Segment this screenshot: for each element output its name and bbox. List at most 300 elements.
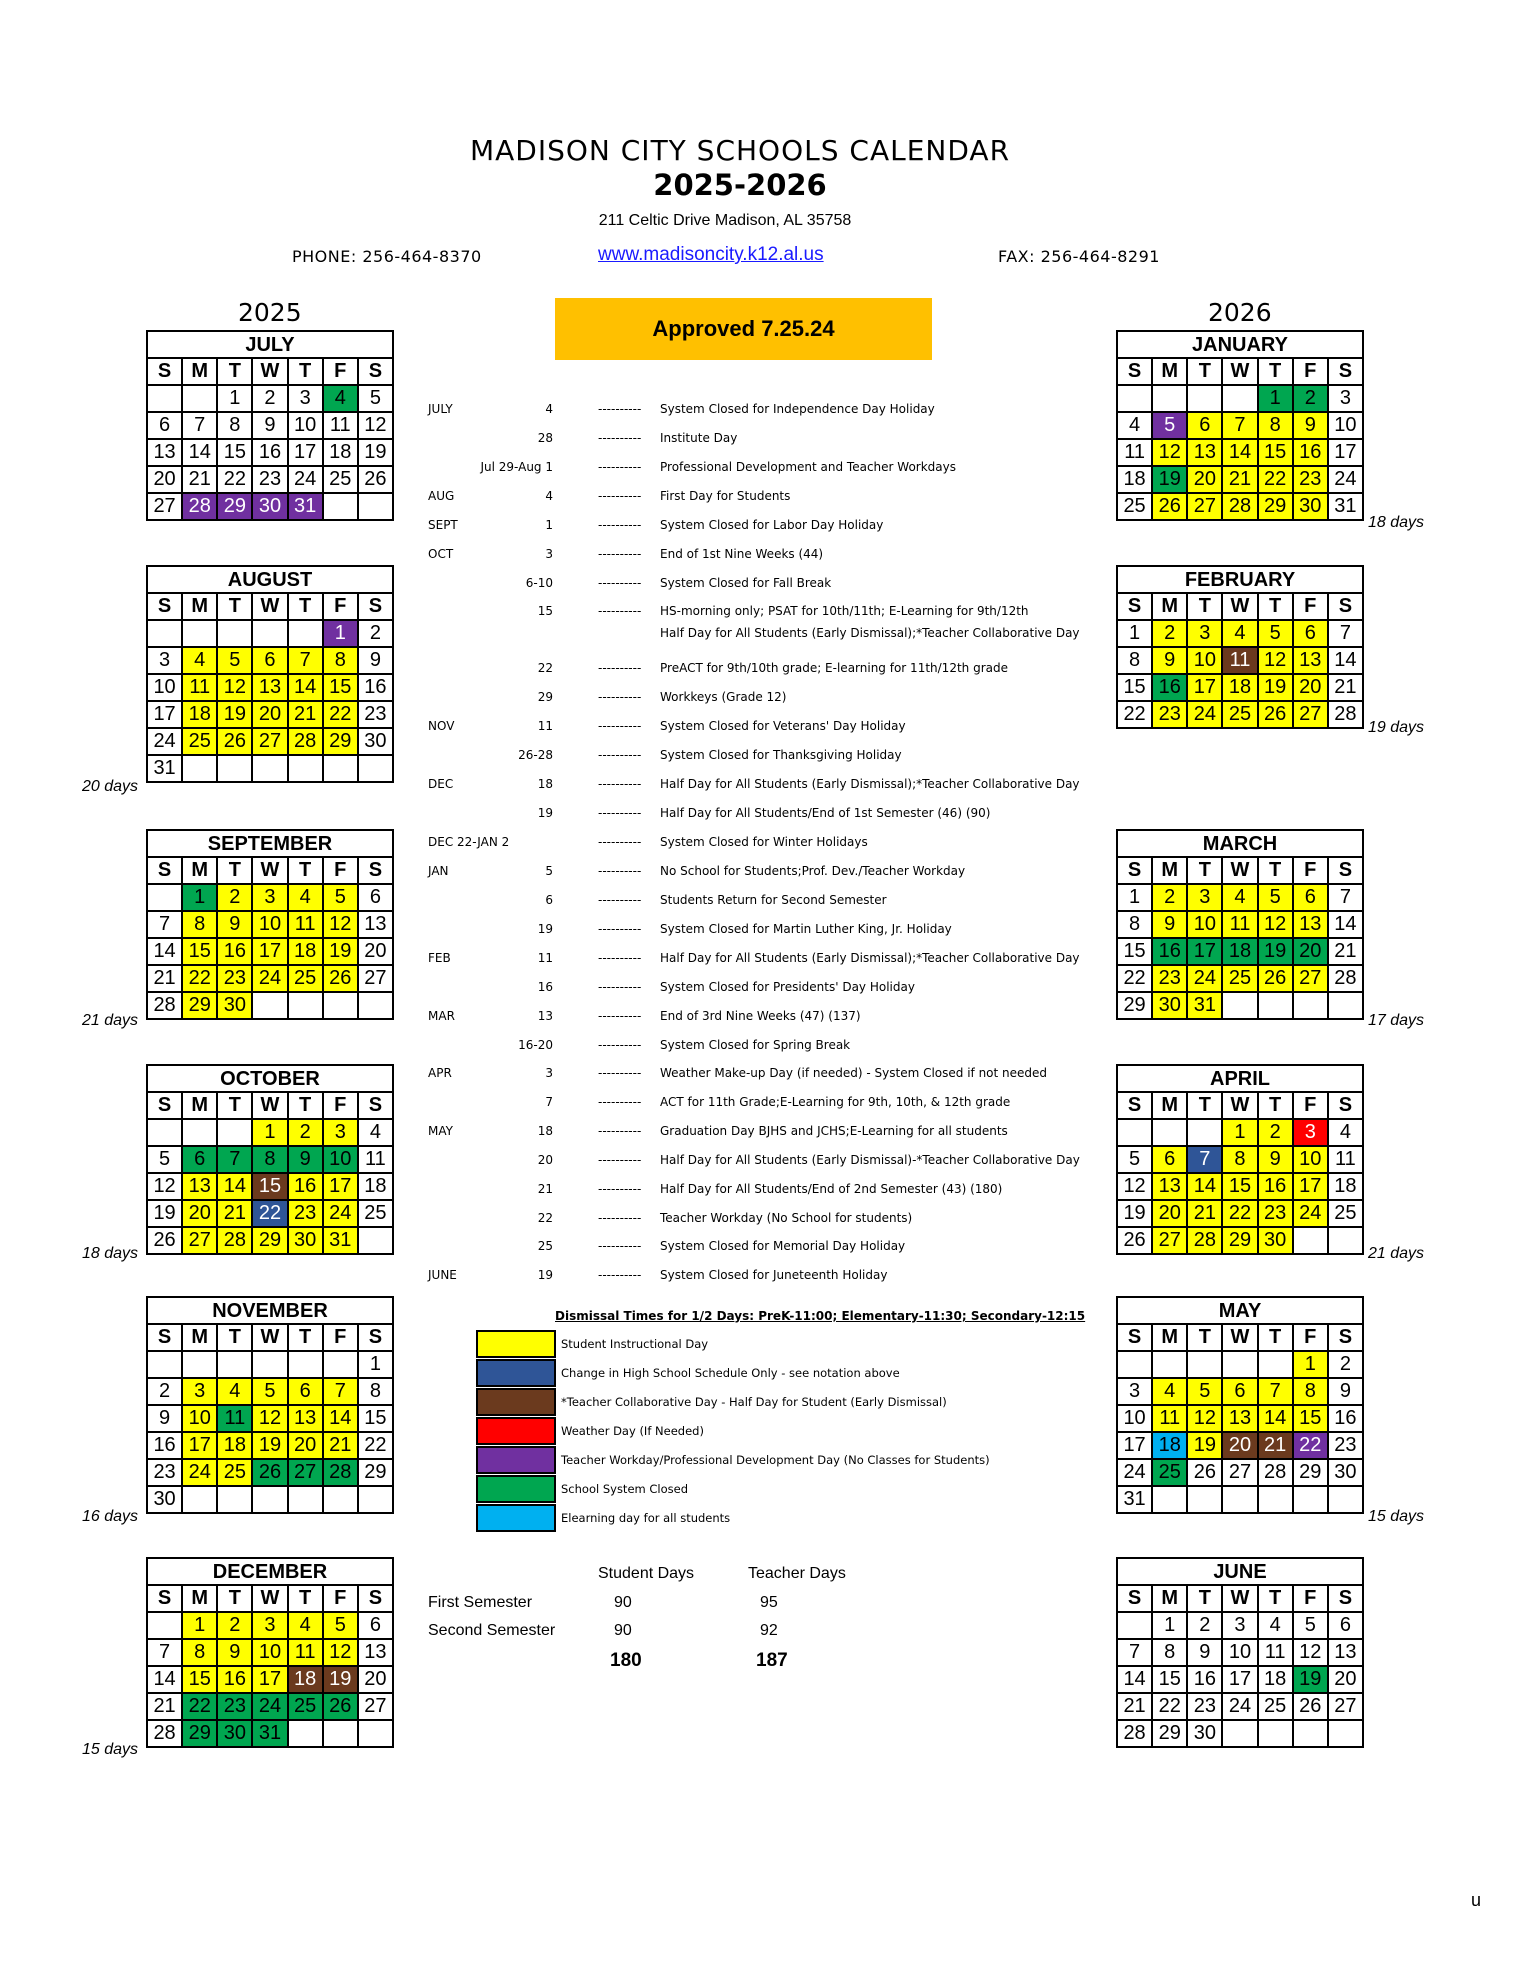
weekday-header: T xyxy=(217,1585,252,1612)
day-cell: 7 xyxy=(217,1146,252,1173)
day-cell: 1 xyxy=(323,620,358,647)
day-cell: 3 xyxy=(1117,1378,1152,1405)
day-cell: 16 xyxy=(252,439,287,466)
total-student-days: 180 xyxy=(610,1650,642,1671)
week-row xyxy=(147,466,393,493)
day-cell: 22 xyxy=(358,1432,393,1459)
day-cell: 1 xyxy=(1152,1612,1187,1639)
day-cell: 12 xyxy=(1258,647,1293,674)
week-row xyxy=(147,1146,393,1173)
day-cell: 17 xyxy=(1187,674,1222,701)
day-cell xyxy=(1187,385,1222,412)
week-row xyxy=(1117,1666,1363,1693)
week-row xyxy=(147,728,393,755)
day-cell: 12 xyxy=(323,911,358,938)
month-name: OCTOBER xyxy=(146,1064,394,1091)
week-row xyxy=(1117,1612,1363,1639)
day-cell: 17 xyxy=(1328,439,1363,466)
day-cell: 20 xyxy=(1222,1432,1257,1459)
days-count-november: 16 days xyxy=(82,1508,139,1525)
day-cell: 2 xyxy=(1293,385,1328,412)
day-cell xyxy=(323,992,358,1019)
weekday-header: T xyxy=(1187,1092,1222,1119)
day-cell xyxy=(1293,1486,1328,1513)
days-count-december: 15 days xyxy=(82,1741,139,1758)
day-cell: 2 xyxy=(147,1378,182,1405)
day-cell: 30 xyxy=(1328,1459,1363,1486)
month-calendar-may xyxy=(1116,1296,1364,1514)
day-cell: 29 xyxy=(1117,992,1152,1019)
day-cell: 3 xyxy=(1187,884,1222,911)
day-cell: 8 xyxy=(1117,911,1152,938)
legend-swatch xyxy=(476,1475,556,1503)
day-cell: 3 xyxy=(147,647,182,674)
day-cell: 24 xyxy=(1328,466,1363,493)
day-cell: 16 xyxy=(1258,1173,1293,1200)
day-cell: 11 xyxy=(288,1639,323,1666)
day-cell: 9 xyxy=(147,1405,182,1432)
day-cell: 9 xyxy=(1152,647,1187,674)
day-cell xyxy=(252,1351,287,1378)
week-row xyxy=(1117,385,1363,412)
event-dash: ---------- xyxy=(598,864,642,878)
day-cell: 3 xyxy=(288,385,323,412)
day-cell: 5 xyxy=(217,647,252,674)
event-description: Professional Development and Teacher Workdays xyxy=(660,460,956,474)
day-cell: 30 xyxy=(288,1227,323,1254)
week-row xyxy=(1117,1378,1363,1405)
legend-label: Change in High School Schedule Only - see notation above xyxy=(561,1366,900,1380)
day-cell: 19 xyxy=(217,701,252,728)
event-date: 3 xyxy=(545,547,553,561)
day-cell xyxy=(323,1720,358,1747)
day-cell: 14 xyxy=(147,1666,182,1693)
day-cell: 13 xyxy=(147,439,182,466)
day-cell: 13 xyxy=(1328,1639,1363,1666)
day-cell: 6 xyxy=(288,1378,323,1405)
day-cell: 8 xyxy=(358,1378,393,1405)
month-name: MARCH xyxy=(1116,829,1364,856)
day-cell: 7 xyxy=(1117,1639,1152,1666)
month-calendar-february xyxy=(1116,565,1364,729)
day-cell: 15 xyxy=(1152,1666,1187,1693)
event-dash: ---------- xyxy=(598,1268,642,1282)
month-grid xyxy=(1116,592,1364,729)
day-cell: 16 xyxy=(1187,1666,1222,1693)
day-cell: 25 xyxy=(1328,1200,1363,1227)
weekday-header: W xyxy=(252,857,287,884)
day-cell: 19 xyxy=(1258,674,1293,701)
day-cell: 6 xyxy=(1187,412,1222,439)
day-cell: 5 xyxy=(252,1378,287,1405)
week-row xyxy=(1117,1459,1363,1486)
day-cell: 15 xyxy=(1222,1173,1257,1200)
event-dash: ---------- xyxy=(598,690,642,704)
day-cell: 4 xyxy=(323,385,358,412)
day-cell: 13 xyxy=(1152,1173,1187,1200)
event-dash: ---------- xyxy=(598,518,642,532)
day-cell: 15 xyxy=(182,938,217,965)
day-cell xyxy=(288,1351,323,1378)
week-row xyxy=(147,965,393,992)
day-cell xyxy=(182,385,217,412)
day-cell xyxy=(182,1351,217,1378)
day-cell: 6 xyxy=(147,412,182,439)
day-cell: 13 xyxy=(358,911,393,938)
day-cell: 19 xyxy=(323,938,358,965)
legend-swatch xyxy=(476,1504,556,1532)
day-cell: 4 xyxy=(1152,1378,1187,1405)
event-dash: ---------- xyxy=(598,893,642,907)
day-cell: 18 xyxy=(1152,1432,1187,1459)
weekday-header: T xyxy=(217,593,252,620)
day-cell: 21 xyxy=(217,1200,252,1227)
day-cell: 11 xyxy=(182,674,217,701)
day-cell: 7 xyxy=(1328,884,1363,911)
event-dash: ---------- xyxy=(598,460,642,474)
day-cell: 30 xyxy=(358,728,393,755)
day-cell: 18 xyxy=(1117,466,1152,493)
day-cell: 24 xyxy=(1117,1459,1152,1486)
phone: PHONE: 256-464-8370 xyxy=(292,247,482,266)
day-cell: 12 xyxy=(217,674,252,701)
day-cell: 27 xyxy=(1152,1227,1187,1254)
event-description: System Closed for Veterans' Day Holiday xyxy=(660,719,906,733)
day-cell: 12 xyxy=(1117,1173,1152,1200)
day-cell: 23 xyxy=(1293,466,1328,493)
month-name: APRIL xyxy=(1116,1064,1364,1091)
weekday-header: S xyxy=(147,1324,182,1351)
weekday-header: T xyxy=(217,1324,252,1351)
event-dash: ---------- xyxy=(598,1211,642,1225)
first-semester-label: First Semester xyxy=(428,1594,533,1611)
day-cell: 9 xyxy=(1187,1639,1222,1666)
event-date: 15 xyxy=(537,604,553,618)
event-dash: ---------- xyxy=(598,806,642,820)
week-row xyxy=(1117,466,1363,493)
day-cell: 3 xyxy=(1293,1119,1328,1146)
day-cell: 4 xyxy=(288,884,323,911)
event-dash: ---------- xyxy=(598,1095,642,1109)
approved-banner: Approved 7.25.24 xyxy=(555,298,932,360)
day-cell: 26 xyxy=(1258,701,1293,728)
day-cell: 1 xyxy=(217,385,252,412)
day-cell xyxy=(252,1486,287,1513)
week-row xyxy=(147,647,393,674)
day-cell: 18 xyxy=(217,1432,252,1459)
day-cell: 21 xyxy=(1328,674,1363,701)
day-cell: 22 xyxy=(252,1200,287,1227)
day-cell: 5 xyxy=(1117,1146,1152,1173)
day-cell: 5 xyxy=(1258,884,1293,911)
weekday-header: T xyxy=(288,1324,323,1351)
day-cell: 10 xyxy=(323,1146,358,1173)
legend-swatch xyxy=(476,1330,556,1358)
day-cell: 30 xyxy=(1293,493,1328,520)
day-cell: 4 xyxy=(1222,884,1257,911)
day-cell: 18 xyxy=(1328,1173,1363,1200)
day-cell xyxy=(1222,1720,1257,1747)
day-cell: 9 xyxy=(217,911,252,938)
weekday-header: T xyxy=(1258,1585,1293,1612)
event-date: 4 xyxy=(545,489,553,503)
week-row xyxy=(147,1612,393,1639)
day-cell: 26 xyxy=(1117,1227,1152,1254)
weekday-header: T xyxy=(1258,857,1293,884)
day-cell: 2 xyxy=(1152,620,1187,647)
event-date: 4 xyxy=(545,402,553,416)
event-month: OCT xyxy=(428,547,454,561)
day-cell xyxy=(182,755,217,782)
day-cell: 18 xyxy=(288,938,323,965)
day-cell: 16 xyxy=(147,1432,182,1459)
weekday-header: F xyxy=(323,358,358,385)
event-dash: ---------- xyxy=(598,951,642,965)
weekday-header: S xyxy=(358,1324,393,1351)
event-dash: ---------- xyxy=(598,1066,642,1080)
day-cell: 20 xyxy=(1293,938,1328,965)
day-cell: 11 xyxy=(323,412,358,439)
weekday-header: T xyxy=(1187,1585,1222,1612)
day-cell: 18 xyxy=(323,439,358,466)
teacher-days-header: Teacher Days xyxy=(748,1565,846,1582)
day-cell: 3 xyxy=(1328,385,1363,412)
event-date: 22 xyxy=(537,1211,553,1225)
day-cell: 20 xyxy=(182,1200,217,1227)
calendar-years: 2025-2026 xyxy=(653,168,827,202)
day-cell: 16 xyxy=(217,1666,252,1693)
day-cell: 10 xyxy=(1117,1405,1152,1432)
event-month: DEC 22-JAN 2 xyxy=(428,835,510,849)
day-cell xyxy=(1117,1119,1152,1146)
day-cell: 19 xyxy=(1152,466,1187,493)
day-cell xyxy=(288,992,323,1019)
event-date: 11 xyxy=(537,719,553,733)
day-cell: 28 xyxy=(182,493,217,520)
day-cell xyxy=(288,620,323,647)
day-cell xyxy=(217,620,252,647)
day-cell: 23 xyxy=(1328,1432,1363,1459)
week-row xyxy=(147,1119,393,1146)
event-description: System Closed for Thanksgiving Holiday xyxy=(660,748,902,762)
event-description: End of 3rd Nine Weeks (47) (137) xyxy=(660,1009,861,1023)
day-cell: 17 xyxy=(288,439,323,466)
day-cell: 24 xyxy=(1187,701,1222,728)
first-semester-student-days: 90 xyxy=(614,1594,632,1611)
week-row xyxy=(147,1378,393,1405)
weekday-header: T xyxy=(1187,358,1222,385)
event-description: Workkeys (Grade 12) xyxy=(660,690,787,704)
day-cell: 23 xyxy=(358,701,393,728)
day-cell: 19 xyxy=(1117,1200,1152,1227)
day-cell: 16 xyxy=(1328,1405,1363,1432)
week-row xyxy=(1117,1639,1363,1666)
event-date: 20 xyxy=(537,1153,553,1167)
month-calendar-april xyxy=(1116,1064,1364,1255)
day-cell xyxy=(1152,1119,1187,1146)
day-cell: 13 xyxy=(182,1173,217,1200)
event-date: 19 xyxy=(537,922,553,936)
day-cell xyxy=(358,1227,393,1254)
day-cell: 7 xyxy=(147,911,182,938)
day-cell xyxy=(1293,992,1328,1019)
day-cell xyxy=(323,1351,358,1378)
day-cell: 28 xyxy=(1222,493,1257,520)
event-dash: ---------- xyxy=(598,835,642,849)
day-cell: 12 xyxy=(1187,1405,1222,1432)
day-cell: 22 xyxy=(1258,466,1293,493)
day-cell xyxy=(1152,1486,1187,1513)
event-date: 11 xyxy=(537,951,553,965)
event-description-line2: Half Day for All Students (Early Dismissal);*Teacher Collaborative Day xyxy=(660,626,1080,640)
day-cell: 5 xyxy=(323,1612,358,1639)
day-cell: 11 xyxy=(217,1405,252,1432)
event-description: Weather Make-up Day (if needed) - System Closed if not needed xyxy=(660,1066,1048,1080)
day-cell: 29 xyxy=(1152,1720,1187,1747)
second-semester-teacher-days: 92 xyxy=(760,1622,778,1639)
legend-label: Teacher Workday/Professional Development Day (No Classes for Students) xyxy=(561,1453,990,1467)
weekday-header: M xyxy=(182,1324,217,1351)
day-cell: 3 xyxy=(1187,620,1222,647)
event-month: NOV xyxy=(428,719,455,733)
day-cell: 10 xyxy=(288,412,323,439)
day-cell: 16 xyxy=(288,1173,323,1200)
day-cell: 14 xyxy=(182,439,217,466)
day-cell: 21 xyxy=(288,701,323,728)
day-cell xyxy=(1117,385,1152,412)
weekday-header: S xyxy=(1117,1092,1152,1119)
legend-label: *Teacher Collaborative Day - Half Day for Student (Early Dismissal) xyxy=(561,1395,947,1409)
day-cell xyxy=(358,755,393,782)
week-row xyxy=(1117,1173,1363,1200)
weekday-header: S xyxy=(147,1092,182,1119)
weekday-header: F xyxy=(1293,1092,1328,1119)
days-count-may: 15 days xyxy=(1368,1508,1425,1525)
day-cell xyxy=(252,755,287,782)
week-row xyxy=(147,1486,393,1513)
weekday-header: F xyxy=(323,1324,358,1351)
day-cell: 26 xyxy=(323,965,358,992)
legend-swatch xyxy=(476,1446,556,1474)
legend-swatch xyxy=(476,1359,556,1387)
day-cell: 25 xyxy=(182,728,217,755)
day-cell: 25 xyxy=(1152,1459,1187,1486)
day-cell: 10 xyxy=(182,1405,217,1432)
day-cell: 26 xyxy=(1187,1459,1222,1486)
weekday-header: M xyxy=(1152,1092,1187,1119)
weekday-header: W xyxy=(252,358,287,385)
weekday-header: W xyxy=(252,1092,287,1119)
day-cell: 21 xyxy=(323,1432,358,1459)
day-cell: 29 xyxy=(182,992,217,1019)
day-cell: 14 xyxy=(1258,1405,1293,1432)
day-cell: 30 xyxy=(147,1486,182,1513)
month-grid xyxy=(146,1323,394,1514)
event-description: System Closed for Memorial Day Holiday xyxy=(660,1239,906,1253)
day-cell: 19 xyxy=(1258,938,1293,965)
first-semester-teacher-days: 95 xyxy=(760,1594,778,1611)
day-cell: 23 xyxy=(217,1693,252,1720)
event-description: First Day for Students xyxy=(660,489,791,503)
legend-label: Weather Day (If Needed) xyxy=(561,1424,704,1438)
page-mark: u xyxy=(1471,1890,1482,1910)
day-cell: 28 xyxy=(1187,1227,1222,1254)
day-cell: 26 xyxy=(147,1227,182,1254)
week-row xyxy=(1117,1720,1363,1747)
event-description: Half Day for All Students (Early Dismissal)-*Teacher Collaborative Day xyxy=(660,1153,1080,1167)
day-cell: 15 xyxy=(252,1173,287,1200)
weekday-header: S xyxy=(358,1092,393,1119)
event-description: ACT for 11th Grade;E-Learning for 9th, 10th, & 12th grade xyxy=(660,1095,1011,1109)
month-grid xyxy=(146,856,394,1020)
day-cell: 12 xyxy=(1152,439,1187,466)
day-cell: 28 xyxy=(217,1227,252,1254)
week-row xyxy=(1117,439,1363,466)
weekday-header: T xyxy=(1187,1324,1222,1351)
event-dash: ---------- xyxy=(598,402,642,416)
weekday-header: T xyxy=(1258,1092,1293,1119)
day-cell: 14 xyxy=(147,938,182,965)
weekday-header: S xyxy=(358,1585,393,1612)
day-cell xyxy=(1222,1486,1257,1513)
weekday-header: S xyxy=(147,593,182,620)
event-dash: ---------- xyxy=(598,1124,642,1138)
day-cell: 11 xyxy=(288,911,323,938)
week-row xyxy=(147,1432,393,1459)
day-cell: 21 xyxy=(147,965,182,992)
event-dash: ---------- xyxy=(598,1182,642,1196)
event-date: 19 xyxy=(537,806,553,820)
event-month: DEC xyxy=(428,777,454,791)
day-cell: 27 xyxy=(358,1693,393,1720)
calendar-title: MADISON CITY SCHOOLS CALENDAR xyxy=(469,134,1011,167)
day-cell: 1 xyxy=(1293,1351,1328,1378)
day-cell: 29 xyxy=(217,493,252,520)
day-cell: 16 xyxy=(1293,439,1328,466)
week-row xyxy=(147,493,393,520)
week-row xyxy=(1117,1405,1363,1432)
day-cell: 31 xyxy=(252,1720,287,1747)
event-month: JAN xyxy=(428,864,449,878)
event-description: System Closed for Winter Holidays xyxy=(660,835,868,849)
day-cell: 29 xyxy=(1258,493,1293,520)
day-cell: 12 xyxy=(323,1639,358,1666)
event-description: Half Day for All Students (Early Dismissal);*Teacher Collaborative Day xyxy=(660,777,1080,791)
day-cell: 24 xyxy=(288,466,323,493)
day-cell: 9 xyxy=(252,412,287,439)
day-cell: 19 xyxy=(1293,1666,1328,1693)
day-cell: 22 xyxy=(182,1693,217,1720)
week-row xyxy=(1117,1693,1363,1720)
day-cell: 15 xyxy=(217,439,252,466)
week-row xyxy=(1117,1146,1363,1173)
day-cell: 1 xyxy=(1117,884,1152,911)
event-description: Institute Day xyxy=(660,431,738,445)
day-cell: 20 xyxy=(1152,1200,1187,1227)
day-cell: 1 xyxy=(1258,385,1293,412)
weekday-header: T xyxy=(288,1092,323,1119)
day-cell: 26 xyxy=(217,728,252,755)
website-link[interactable]: www.madisoncity.k12.al.us xyxy=(598,244,824,265)
day-cell: 23 xyxy=(147,1459,182,1486)
day-cell: 22 xyxy=(182,965,217,992)
day-cell: 20 xyxy=(358,1666,393,1693)
day-cell: 5 xyxy=(1293,1612,1328,1639)
day-cell: 13 xyxy=(1293,647,1328,674)
day-cell: 1 xyxy=(252,1119,287,1146)
weekday-header: T xyxy=(288,857,323,884)
day-cell: 4 xyxy=(1328,1119,1363,1146)
